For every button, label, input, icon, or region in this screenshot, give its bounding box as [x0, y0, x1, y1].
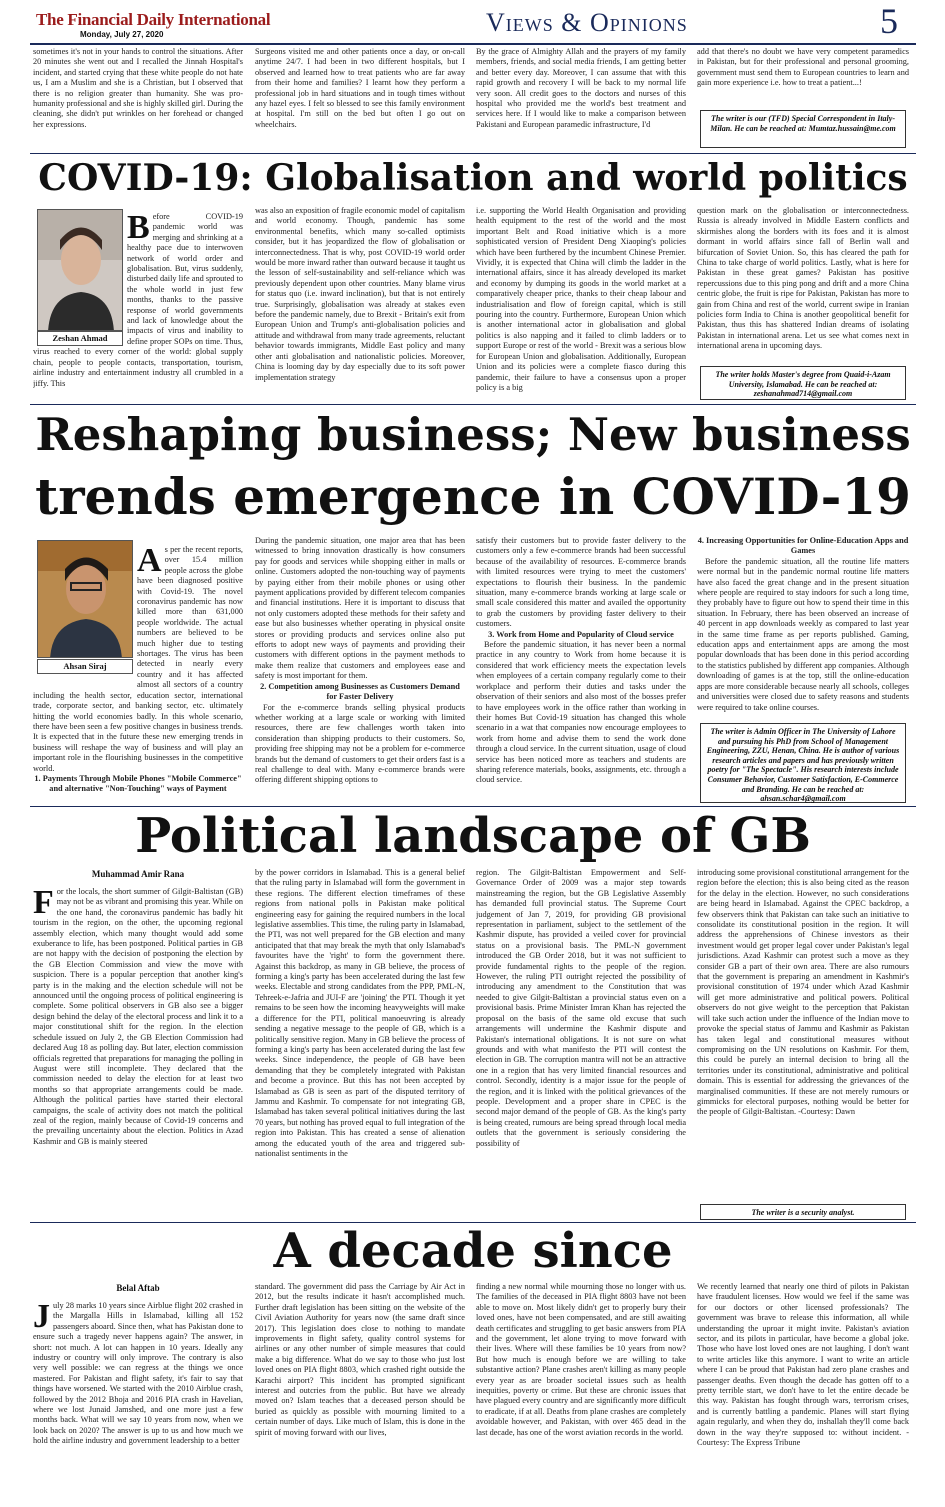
- author-name-zeshan: Zeshan Ahmad: [37, 331, 123, 346]
- dropcap: B: [127, 212, 150, 246]
- byline-amir-rana: Muhammad Amir Rana: [91, 869, 185, 879]
- article3-col4: introducing some provisional constitutional arrangement for the region before the election; this is also being cited as the reason for the delay in the election. However, no such considerations are being heard in Islamabad. Against the CPEC backdrop, a few observers think that Pakistan can take such an initiative to consolidate its constitutional position in the region. It will address the apprehensions of Chinese investors as their investment would get proper legal cover under Pakistan's legal jurisdictions. Azad Kashmir can protest such a move as they consider GB a part of their own area. There are also rumours that the government is preparing an amendment in Kashmir's provisional constitution of 1974 under which Azad Kashmir will get more administrative and political powers. Political observers do not give weight to the perception that Pakistan will take such action under the influence of the Indian move to provoke the special status of Jammu and Kashmir as Pakistan has taken legal and constitutional measures without compromising on the UN resolutions on Kashmir. For them, this could be purely an internal decision to bring all the territories under its constitutional, administrative and political domain. This is essential for addressing the grievances of the marginalised communities. If these are not merely rumours or gimmicks for electoral purposes, nothing would be better for the people of Gilgit-Baltistan. -Courtesy: Dawn: [697, 868, 909, 1117]
- top-article-writer-note: The writer is our (TFD) Special Correspondent in Italy-Milan. He can be reached at: Mumtaz.hussain@me.com: [700, 110, 906, 148]
- article2-col4: 4. Increasing Opportunities for Online-Education Apps and Games Before the pandemic situation, all the routine life matters were normal but in the pandemic normal routine life matters have also faced the great change and in the present situation where people are required to stay indoors for such a long time, they probably have to figure out how to spend their time in this situation. In February, there has been observed an increase of 40 percent in app downloads weekly as compared to last year in the same time frame as per reports published. Gaming, education apps and entertainment apps are among the most popular downloads that has been done in this period according to the statistics published by different app companies. Although downloading of games is at the top, still the online-education apps are more considerable because nearly all schools, colleges and universities were closed due to safety reasons and students were required to take online courses.: [697, 536, 909, 712]
- article1-col2: was also an exposition of fragile economic model of capitalism and world economy. Though, pandemic has some environmental benefits, which many so-called optimists consider, but it has jeopardized the flow of globalisation or interconnectedness. That is why, post COVID-19 world order would be more inward rather than outward because it taught us the lesson of self-sustainability and self-reliance which was previously dependent upon other countries. Many blame virus for status quo (i.e. inward inclination), but that is not entirely true. Surprisingly, globalisation was already at stakes even before the pandemic namely, due to Brexit - Britain's exit from European Union and Trump's anti-globalisation policies and attitude and withdrawal from many trade agreements, reluctant behavior towards immigrants, Middle East policy and many other anti globalisation and nationalistic policies. Moreover, China is looming day by day especially due to its soft power implementation strategy: [255, 206, 465, 382]
- article2-subhead-2: 2. Competition among Businesses as Customers Demand for Faster Delivery: [260, 681, 460, 702]
- article3-col1: For the locals, the short summer of Gilgit-Baltistan (GB) may not be as vibrant and promising this year. While on the one hand, the coronavirus pandemic has badly hit tourism in the region, on the other, the upcoming regional assembly election, which many thought would add some exuberance to life, has been postponed. Political parties in GB are not happy with the decision of postponing the election by the GB Election Commission and view the move with suspicion. There is a popular perception that another king's party is in the making and the election schedule will not be announced until the ongoing process of political engineering is complete. Some political observers in GB also see a bigger design behind the delay of the electoral process and link it to a major constitutional shift for the region. In the election schedule issued on July 2, the GB Election Commission had declared Aug 18 as polling day. But later, election commission officials regretted that preparations for managing the polling in August were still incomplete. They declared that the commission needed to delay the election for at least two months so that appropriate arrangements could be made. Although the political parties have started their electoral campaigns, the scale of activity does not match the political zeal of the region, mainly because of Covid-19 concerns and the prevailing uncertainty about the election. Politics in Azad Kashmir and GB is mainly steered: [33, 887, 243, 1146]
- headline-decade-since: A decade since: [273, 1223, 673, 1279]
- dropcap: A: [137, 545, 162, 579]
- article1-col1: Before COVID-19 pandemic world was merging and shrinking at a healthy pace due to interwoven network of world order and globalisation. But, virus suddenly, disturbed daily life and sprouted to the whole world in just few months, thanks to the passive response of world governments and lack of knowledge about the impacts of virus and inability to define proper SOPs on time. Thus, virus reached to every corner of the world: global supply chain, people to people contacts, transportation, tourism, airline industry and entertainment industry all crumbled in a jiffy. This: [33, 212, 243, 388]
- masthead-rule: [30, 43, 916, 45]
- paper-name: The Financial Daily International: [36, 10, 271, 29]
- author-name-ahsan: Ahsan Siraj: [37, 659, 133, 674]
- headline-reshaping-line2: trends emergence in COVID-19: [35, 467, 911, 526]
- masthead: [0, 0, 945, 42]
- article4-col3: finding a new normal while mourning those no longer with us. The families of the deceased in PIA flight 8803 have not been able to move on. Most likely didn't get to properly bury their loved ones, have not been compensated, and are still awaiting death certificates and struggling to get basic answers from PIA and the government, let alone trying to move forward with their lives. Where will these families be 10 years from now? But how much is enough before we are willing to take substantive action? Plane crashes aren't killing as many people every year as are broader societal issues such as health inequities, poverty or crime. But these are chronic issues that have plagued every country and are significantly more difficult to eradicate, if at all. Deaths from plane crashes are completely avoidable however, and Pakistan, with over 465 dead in the last decade, has one of the worst aviation records in the world.: [476, 1282, 686, 1437]
- article4-col2: standard. The government did pass the Carriage by Air Act in 2012, but the results indicate it hasn't accomplished much. Further draft legislation has been sitting on the website of the Civil Aviation Authority for years now (the same draft since 2017). This legislation does close to nothing to mandate improvements in flight safety, quality control systems for airlines or any other number of simple measures that could make a big difference. What do we say to those who just lost loved ones on PIA flight 8803, which crashed right outside the Karachi airport? This incident has prompted significant interest and outcries from the public. But have we already moved on? Islam teaches that a deceased person should be buried as quickly as possible with mourning limited to a certain number of days. Like much of Islam, this is done in the spirit of moving forward with our lives,: [255, 1282, 465, 1437]
- top-article-col2: Surgeons visited me and other patients once a day, or on-call anytime 24/7. I had been in two different hospitals, but I observed and learned how to treat patients who are far away from their home and families? I learnt how they perform a professional job in hard situations and in tough times without any hazel eyes. I felt so blessed to see this family environment at hospital. I'm still on the bed but often I go out on wheelchairs.: [255, 47, 465, 129]
- top-article-col1: sometimes it's not in your hands to control the situations. After 20 minutes she went out and I recalled the Jinnah Hospital's incident, and started crying that these white people do not hate us, I am a Muslim and she is a Christian, but I observed that there is no religion greater than humanity. She was pro-humanity professional and she is highly skilled girl. During the cleaning, she didn't put wrinkles on her forehead or changed her expressions.: [33, 47, 243, 129]
- headline-reshaping-line1: Reshaping business; New business: [35, 408, 911, 461]
- dropcap: F: [33, 887, 54, 921]
- article4-col4: We recently learned that nearly one third of pilots in Pakistan have fraudulent licenses. How would we feel if the same was for our doctors or other licensed professionals? The government was brave to release this information, all while understanding the uproar it might invite. Pakistan's aviation sector, and its pilots in particular, have become a global joke. Those who have lost loved ones are not laughing. I don't want to write articles like this anymore. I want to write an article where I can be proud that Pakistan had zero plane crashes and passenger deaths. Even though the decade has gotten off to a pretty terrible start, we don't have to let the entire decade be this way. Pakistan has fought through wars, terrorism crises, and is currently battling a pandemic. Planes will start flying again regularly, and when they do, inshallah they'll come back down in the way they're supposed to: without incident. -Courtesy: The Express Tribune: [697, 1282, 909, 1448]
- article2-subhead-4: 4. Increasing Opportunities for Online-Education Apps and Games: [697, 536, 909, 556]
- headline-political-landscape: Political landscape of GB: [135, 808, 811, 864]
- article2-subhead-3: 3. Work from Home and Popularity of Cloud service: [488, 629, 674, 639]
- article4-col1: July 28 marks 10 years since Airblue flight 202 crashed in the Margalla Hills in Islamabad, killing all 152 passengers aboard. Since then, what has Pakistan done to ensure such a tragedy never happens again? The answer, in short: not much. A lot can happen in 10 years. Ideally any industry or country will only improve. The contrary is also very well possible: we can regress at the things we once mastered. For Pakistan and flight safety, it's fair to say that things have worsened. We started with the 2010 Airblue crash, followed by the 2012 Bhoja and 2016 PIA crash in Havelian, where we lost Junaid Jamshed, and one more just a few months back. What will we say 10 years from now, when we look back on 2020? The answer is up to us and how much we hold the airline industry and government leadership to a better: [33, 1301, 243, 1446]
- issue-date: Monday, July 27, 2020: [80, 30, 164, 39]
- article2-writer-note: The writer is Admin Officer in The University of Lahore and pursuing his PhD from School of Management Engineering, ZZU, Henan, China. He is author of various research articles and papers and has previously written poetry for "The Spectacle". His research interests include Consumer Behavior, Customer Satisfaction, E-Commerce and Branding. He can be reached at: ahsan.schar4@gmail.com: [700, 723, 906, 803]
- article2-col3: satisfy their customers but to provide faster delivery to the customers only a few e-commerce brands had been successful because of the availability of resources. E-commerce brands with limited resources were trying to meet the customers' expectations to flourish their business. In the pandemic situation, many e-commerce brands working at large scale or small scale considered this matter and availed the opportunity to grab the customers by providing faster delivery to their customers. 3. Work from Home and Popularity of Cloud service Before the pandemic situation, it has never been a normal practice in any country to Work from home because it is considered that work efficiency meets the expectation levels when employees of a certain company regularly come to their workplace and perform their duties and tasks under the observation of their seniors and also most of the bosses prefer to have employees work in the office rather than working in their homes But Covid-19 situation has changed this whole scenario in a wat that companies now encourage employees to work from home and advise them to send the work done through a cloud service. In the current situation, usage of cloud service has been noticed more as teachers and students are sharing reference materials, books, assignments, etc. through a cloud service.: [476, 536, 686, 785]
- page-number: 5: [880, 1, 898, 41]
- article3-col2: by the power corridors in Islamabad. This is a general belief that the ruling party in Islamabad will form the government in these regions. The different election timeframes of these regions from national polls in Pakistan make political engineering easy for gaining the required numbers in the local legislative assemblies. This time, the ruling party in Islamabad, the PTI, was not well prepared for the GB election and many anticipated that that may break the myth that only Islamabad's favourites have the 'right' to form the government there. Against this backdrop, as many in GB believe, the process of forming a king's party has been accelerated during the last few weeks. Electable and strong candidates from the PPP, PML-N, Tehreek-e-Jafria and JUI-F are 'joining' the PTI. Though it yet remains to be seen how the incoming heavyweights will make a difference for the PTI, political manoeuvring is already sending a negative message to the people of GB, which is a politically sensitive region. Many in GB believe the process of forming a king's party has been accelerated during the last few weeks. Since independence, the people of GB have been demanding that they be completely integrated with Pakistan and become a province. But this has not been accepted by Islamabad as GB is seen as part of the disputed territory of Jammu and Kashmir. To compensate for not integrating GB, Islamabad has taken several political initiatives during the last 70 years, but nothing has proved equal to full integration of the region into Pakistan. This has created a sense of alienation among the educated youth of the area and triggered sub-nationalist sentiments in the: [255, 868, 465, 1158]
- article3-writer-note: The writer is a security analyst.: [700, 1204, 906, 1220]
- headline-globalisation: COVID-19: Globalisation and world politics: [38, 157, 908, 199]
- article1-col4: question mark on the globalisation or interconnectedness. Russia is already involved in Middle Eastern conflicts and skirmishes along the borders with its foes and it is almost dormant in world affairs since fall of Berlin wall and bifurcation of Soviet Union. So, this has cleared the path for China to take charge of world politics. Lastly, what is here for Pakistan in these great games? Pakistan has positive repercussions due to this ping pong and drift and a more China centric globe, the fruit is ripe for Pakistan, Pakistan has more to gain from China and rest of the world, current swipe in Iranian policies form India to China is another geopolitical benefit for Pakistan, thus this has shattered Indian dreams of isolating Pakistan in international arena. Let us see what comes next in international arena in upcoming days.: [697, 206, 909, 351]
- article2-col2: During the pandemic situation, one major area that has been witnessed to bring innovation drastically is how consumers pay for goods and services while shopping either in malls or online. Customers adopted the non-touching way of payments by paying either from their mobile phones or using other payment applications provided by different telecom companies and financial institutions. Here it is important to discuss that not only customers adopted these methods for their safety and ease but also businesses whether operating in physical onsite stores or providing products and services online also put efforts to adopt new ways of payments and providing their customers with different options in the payment methods to make them realize that customers and employees ease and safety is most important for them. 2. Competition among Businesses as Customers Demand for Faster Delivery For the e-commerce brands selling physical products whether working at a large scale or working with limited resources, there are few challenges worth taken into consideration than shipping products to their customers. So, providing free shipping may not be a problem for e-commerce brands but the demand of customers to get their orders fast is a real challenge to deal with. Many e-commerce brands were offering different shipping options to: [255, 536, 465, 785]
- article2-col1: As per the recent reports, over 15.4 million people across the globe have been diagnosed positive with Covid-19. The novel coronavirus pandemic has now killed more than 631,000 people worldwide. The actual numbers are believed to be much higher due to testing shortages. The virus has been detected in nearly every country and it has affected almost all sectors of a country including the health sector, education sector, international trade, corporate sector, and banking sector, etc. ultimately hitting the world economies badly. In this whole scenario, there have been seen a few positive changes in business trends. It is expected that in the future these new emerging trends in business will reshape the way of business and will play an important role in the flourishing businesses in the competitive world. 1. Payments Through Mobile Phones "Mobile Commerce" and alternative "Non-Touching" ways of Payment: [33, 545, 243, 794]
- article2-subhead-1: 1. Payments Through Mobile Phones "Mobile Commerce" and alternative "Non-Touching" ways of Payment: [34, 773, 242, 794]
- top-article-col4: add that there's no doubt we have very competent paramedics in Pakistan, but for their professional and personal grooming, government must send them to European countries to learn and gain more experience i.e. how to treat a patient...!: [697, 47, 909, 88]
- top-article-col3: By the grace of Almighty Allah and the prayers of my family members, friends, and social media friends, I am getting better and better every day. Moreover, I can assume that with this rapid growth and recovery I will be back to my normal life very soon. All credit goes to the doctors and nurses of this hospital who provided me the world's best treatment and services here. If I would like to make a comparison between Pakistani and European paramedic infrastructure, I'd: [476, 47, 686, 129]
- article3-col3: region. The Gilgit-Baltistan Empowerment and Self-Governance Order of 2009 was a major step towards mainstreaming the region, but the GB Legislative Assembly has demanded full provincial status. The Supreme Court judgement of Jan 7, 2019, for providing GB provisional representation in parliament, subject to the settlement of the Kashmir dispute, has provided a veiled cover for provincial status on a provisional basis. The PML-N government introduced the GB Order 2018, but it was not sufficient to provide fundamental rights to the people of the region. However, the ruling PTI outright rejected the possibility of introducing any amendment to the Constitution that was needed to give Gilgit-Baltistan a provincial status even on a provisional basis. Prime Minister Imran Khan has rejected the proposal on the basis of the same old excuse that such arrangements will undermine the Kashmir dispute and Pakistan's international obligations. It is not sure on what grounds and with what manifesto the PTI will contest the election in GB. The corruption mantra will not be an attractive one in a region that has very limited financial resources and control. Secondly, identity is a major issue for the people of the region, and it is linked with the political grievances of the people. Development and a proper share in CPEC is the second major demand of the people of GB. As the king's party is being created, rumours are being spread through local media outlets that the government is seriously considering the possibility of: [476, 868, 686, 1148]
- article1-col3: i.e. supporting the World Health Organisation and providing health equipment to the rest of the world and the most important Belt and Road initiative which is a more sophisticated version of President Deng Xiaoping's policies which have been furthered by the incumbent Chinese Premier. Vividly, it is expected that China will climb the ladder in the international affairs, since it has already developed its market and economy by dumping its goods in the world market at a comparatively cheaper price, thanks to their cheap labour and industrialisation and flow of foreign capital, which is still pouring into the country. Furthermore, European Union which is another international actor in globalisation and global politics is also napping and it failed to climb ladders or to support Europe or rest of the world - Brexit was a serious blow for European Union and globalisation. Additionally, European Union and its policies were a complete fiasco during this pandemic, their failure to have a consensus upon a proper policy is a big: [476, 206, 686, 392]
- section-title: Views & Opinions: [486, 8, 688, 37]
- dropcap: J: [33, 1301, 50, 1335]
- article1-writer-note: The writer holds Master's degree from Quaid-i-Azam University, Islamabad. He can be reached at: zeshanahmad714@gmail.com: [700, 366, 906, 400]
- byline-belal-aftab: Belal Aftab: [116, 1283, 160, 1293]
